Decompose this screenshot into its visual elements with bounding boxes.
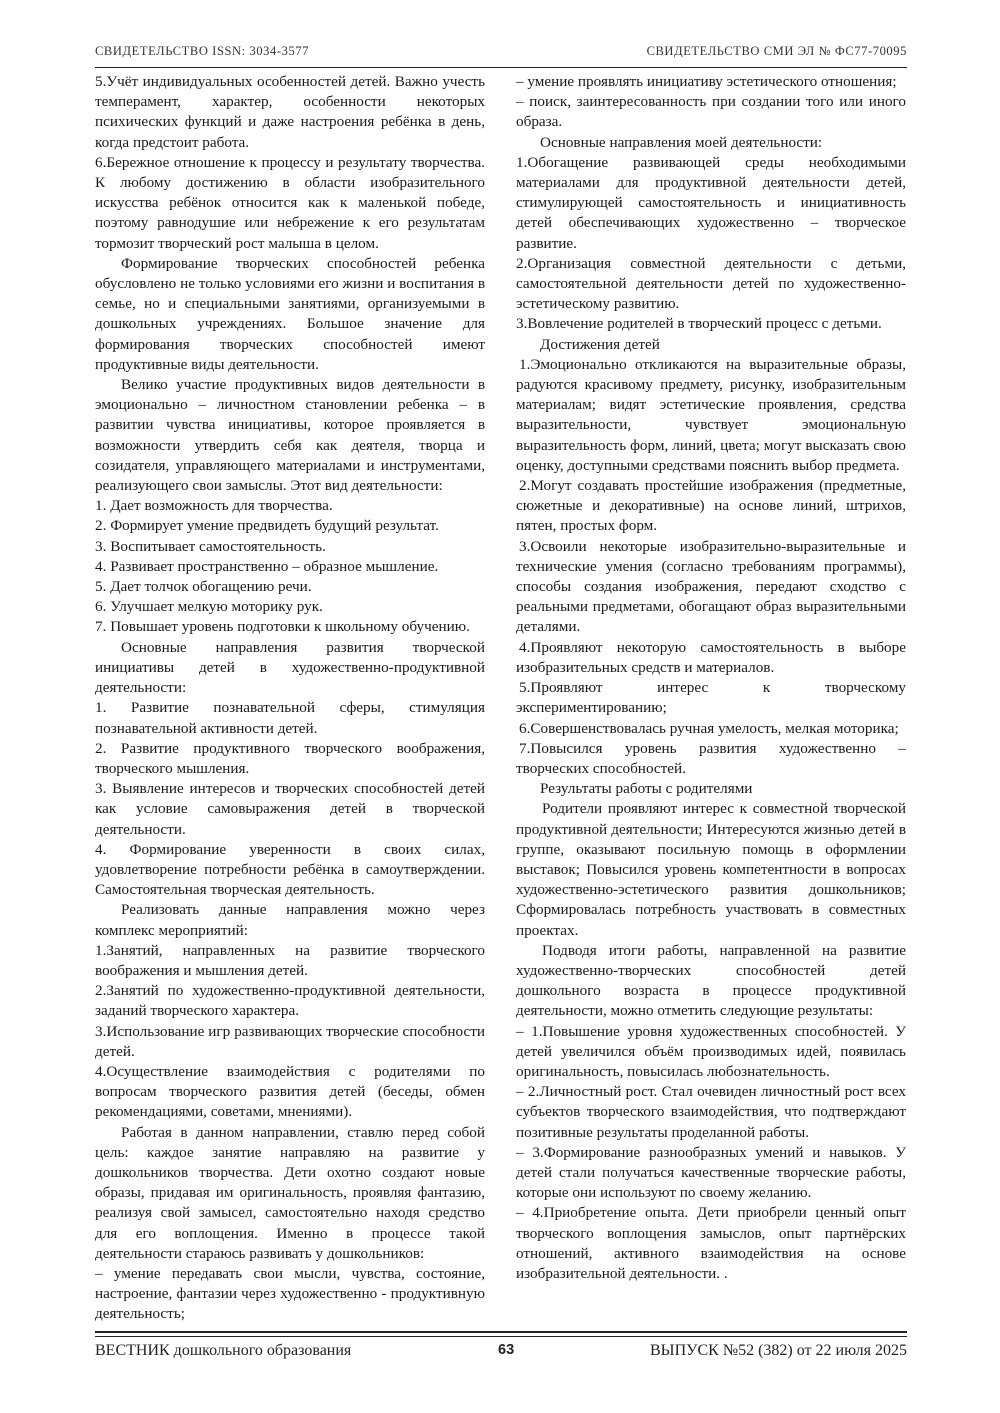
paragraph: Велико участие продуктивных видов деятельности в эмоционально – личностном становлении ребенка – в развитии чувства инициативы, которое проявляется в возможности утвердить себя как деятеля, творца и созидателя, управляющего материалами и инструментами, реализующего свои замыслы. Этот вид деятельности: [95,376,485,495]
left-column [95,72,485,1325]
paragraph: Родители проявляют интерес к совместной творческой продуктивной деятельности; Интересуются жизнью детей в группе, оказывают посильную помощь в оформлении выставок; Повысился уровень компетентности в вопросах художественно-эстетического развития дошкольников; Сформировалась потребность участвовать в совместных проектах. [516,800,906,939]
list-item: 3.Освоили некоторые изобразительно-выразительные и технические умения (согласно требованиям программы), способы создания изображения, передают сходство с реальными предметами, обогащают образ выразительными деталями. [516,537,906,636]
list-item: – умение передавать свои мысли, чувства, состояние, настроение, фантазии через художественно - продуктивную деятельность; [95,1264,485,1323]
media-certificate: СВИДЕТЕЛЬСТВО СМИ ЭЛ № ФС77-70095 [646,44,907,58]
list-item: 1.Обогащение развивающей среды необходимыми материалами для продуктивной деятельности детей, стимулирующей самостоятельность и инициативность детей обеспечивающих художественно – творческое развитие. [516,153,906,252]
list-item: 2.Занятий по художественно-продуктивной деятельности, заданий творческого характера. [95,982,485,1020]
list-item: 7. Повышает уровень подготовки к школьному обучению. [95,618,470,636]
list-item: 1.Эмоционально откликаются на выразительные образы, радуются красивому предмету, рисунку, изобразительным материалам; видят эстетические проявления, средства выразительности, чувствует эмоциональную выразительность форм, линий, цвета; могут высказать свою оценку, доступными средствами пояснить выбор предмета. [516,355,906,474]
list-item: 7.Повысился уровень развития художественно – творческих способностей. [516,739,906,777]
list-item: – 4.Приобретение опыта. Дети приобрели ценный опыт творческого воплощения замыслов, опыт партнёрских отношений, активного взаимодействия на основе изобразительной деятельности. . [516,1204,906,1282]
page-header [95,44,907,64]
issue-info: ВЫПУСК №52 (382) от 22 июля 2025 [649,1342,907,1359]
header-rule [95,67,907,68]
list-item: 2. Развитие продуктивного творческого воображения, творческого мышления. [95,739,485,777]
list-item: 5. Дает толчок обогащению речи. [95,578,312,596]
issn-certificate: СВИДЕТЕЛЬСТВО ISSN: 3034-3577 [95,44,310,58]
list-item: 4.Осуществление взаимодействия с родителями по вопросам творческого развития детей (беседы, обмен рекомендациями, советами, мнениями). [95,1062,485,1121]
paragraph: 6.Бережное отношение к процессу и результату творчества. К любому достижению в области изобразительного искусства ребёнок относится как к маленькой победе, поэтому равнодушие или небрежение к его результатам тормозит творческий рост малыша в целом. [95,153,485,252]
list-item: 6.Совершенствовалась ручная умелость, мелкая моторика; [519,719,899,737]
paragraph: Подводя итоги работы, направленной на развитие художественно-творческих способностей детей дошкольного возраста в процессе продуктивной деятельности, можно отметить следующие результаты: [516,941,906,1020]
list-item: – поиск, заинтересованность при создании того или иного образа. [516,93,906,131]
list-item: – 3.Формирование разнообразных умений и навыков. У детей стали получаться качественные творческие работы, которые они используют по своему желанию. [516,1143,906,1202]
list-item: 3. Выявление интересов и творческих способностей детей как условие самовыражения детей в творческой деятельности. [95,780,485,838]
list-item: 4.Проявляют некоторую самостоятельность в выборе изобразительных средств и материалов. [516,638,906,676]
list-item: 2. Формирует умение предвидеть будущий результат. [95,517,439,535]
paragraph: Реализовать данные направления можно через комплекс мероприятий: [95,901,485,939]
journal-title: ВЕСТНИК дошкольного образования [95,1342,352,1359]
right-column [516,72,906,1284]
list-item: 2.Организация совместной деятельности с детьми, самостоятельной деятельности детей по художественно-эстетическому развитию. [516,254,906,313]
list-item: – 2.Личностный рост. Стал очевиден личностный рост всех субъектов творческого взаимодействия, что подтверждают позитивные результаты проделанной работы. [516,1083,906,1141]
paragraph: 5.Учёт индивидуальных особенностей детей. Важно учесть темперамент, характер, особенности некоторых психических функций и даже настроения ребёнка в день, когда предстоит работа. [95,73,485,151]
list-item: 2.Могут создавать простейшие изображения (предметные, сюжетные и декоративные) на основе линий, штрихов, пятен, простых форм. [516,477,906,535]
footer-rule-top [95,1331,907,1333]
page-footer [95,1342,907,1366]
footer-rule-bottom [95,1336,907,1337]
list-item: 1. Развитие познавательной сферы, стимуляция познавательной активности детей. [95,699,485,737]
list-item: 3.Вовлечение родителей в творческий процесс с детьми. [516,315,882,333]
section-heading: Достижения детей [540,335,660,353]
section-heading: Результаты работы с родителями [540,780,753,798]
list-item: 6. Улучшает мелкую моторику рук. [95,598,323,616]
paragraph: Формирование творческих способностей ребенка обусловлено не только условиями его жизни и воспитания в семье, но и специальными занятиями, организуемыми в дошкольных учреждениях. Большое значение для формирования творческих способностей имеют продуктивные виды деятельности. [95,254,485,373]
list-item: 4. Развивает пространственно – образное мышление. [95,557,439,575]
list-item: – умение проявлять инициативу эстетического отношения; [516,73,897,90]
list-item: 1.Занятий, направленных на развитие творческого воображения и мышления детей. [95,941,485,979]
list-item: 3.Использование игр развивающих творческие способности детей. [95,1022,485,1060]
list-item: 5.Проявляют интерес к творческому экспериментированию; [516,679,906,717]
list-item: 4. Формирование уверенности в своих силах, удовлетворение потребности ребёнка в самоутверждении. Самостоятельная творческая деятельность. [95,840,485,899]
page-number: 63 [498,1342,515,1358]
list-item: – 1.Повышение уровня художественных способностей. У детей увеличился объём производимых идей, появилась оригинальность, повысилась любознательность. [516,1022,906,1080]
section-heading: Основные направления моей деятельности: [540,133,823,151]
list-item: 3. Воспитывает самостоятельность. [95,537,326,555]
paragraph: Работая в данном направлении, ставлю перед собой цель: каждое занятие направляю на развитие у дошкольников творчества. Дети охотно создают новые образы, придавая им оригинальность, проявляя фантазию, реализуя свой замысел, самостоятельно находя средство для его воплощения. Именно в процессе такой деятельности стараюсь развивать у дошкольников: [95,1123,485,1262]
list-item: 1. Дает возможность для творчества. [95,497,333,515]
paragraph: Основные направления развития творческой инициативы детей в художественно-продуктивной деятельности: [95,638,485,697]
